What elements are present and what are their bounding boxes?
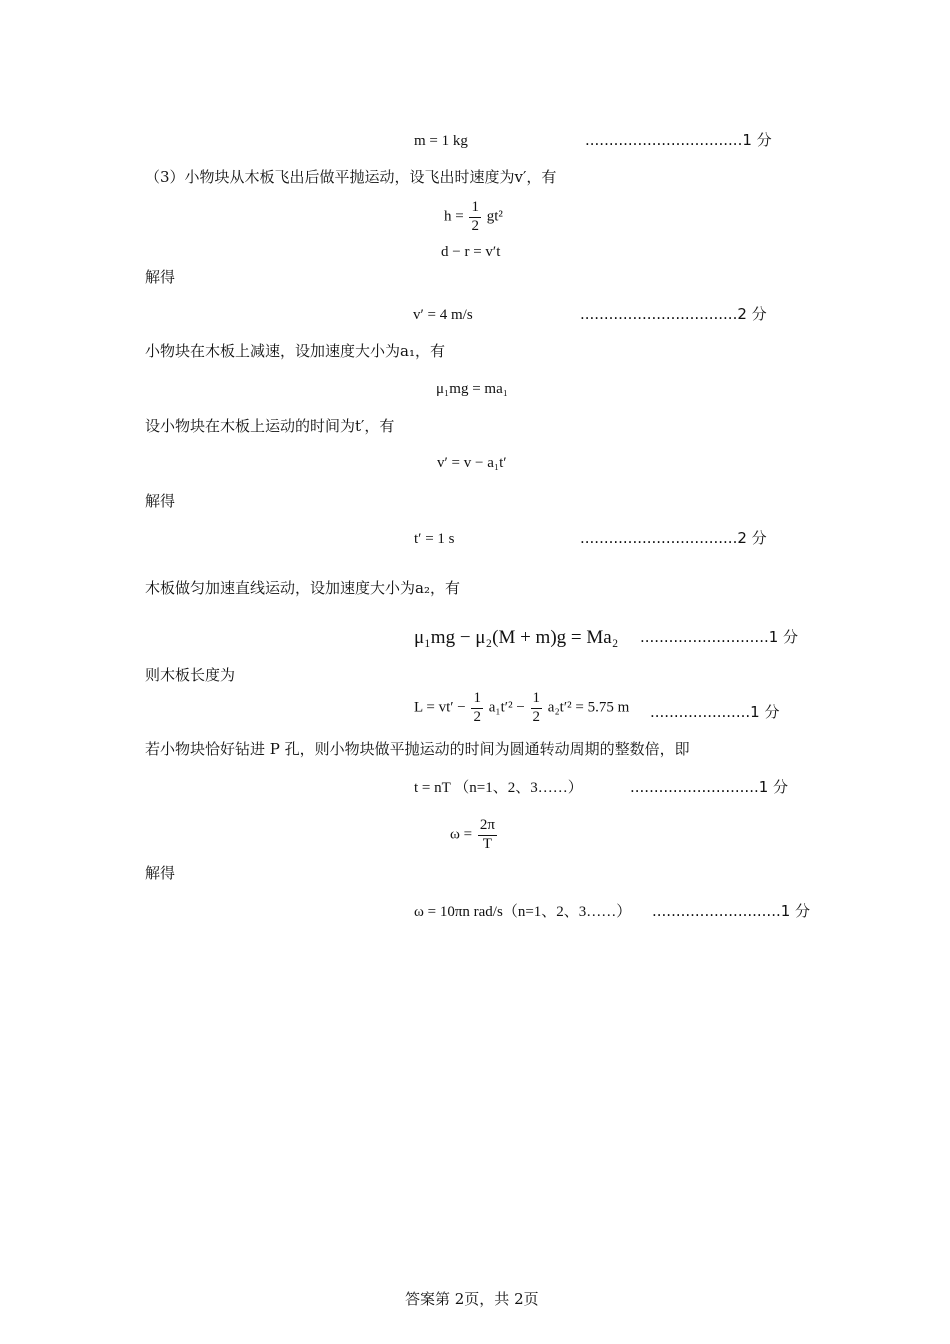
equation-m-result: m = 1 kg: [414, 133, 468, 149]
hole-intro: 若小物块恰好钻进 P 孔，则小物块做平抛运动的时间为圆通转动周期的整数倍，即: [145, 740, 690, 758]
score-v: .................................2 分: [580, 305, 767, 323]
jiede-label-1: 解得: [145, 268, 176, 286]
equation-board: μ₁mg − μ₂(M + m)g = Ma₂: [414, 627, 619, 648]
time-intro: 设小物块在木板上运动的时间为t′，有: [145, 417, 395, 435]
score-board: ...........................1 分: [640, 628, 799, 646]
jiede-label-3: 解得: [145, 864, 176, 882]
equation-v: v′ = v − a₁t′: [437, 455, 507, 471]
equation-t-result: t′ = 1 s: [414, 531, 455, 547]
score-t: .................................2 分: [580, 529, 767, 547]
length-intro: 则木板长度为: [145, 666, 236, 684]
score-nT: ...........................1 分: [630, 778, 789, 796]
equation-omega: ω = $\frac{2\pi}{T}$: [450, 817, 495, 852]
equation-d: d − r = v′t: [441, 244, 501, 260]
equation-t-nT: t = nT （n=1、2、3……）: [414, 780, 583, 796]
decel-intro: 小物块在木板上减速，设加速度大小为a₁，有: [145, 342, 445, 360]
equation-h: h = $\frac{1}{2}$ gt²: [444, 199, 503, 234]
score-omega: ...........................1 分: [652, 902, 811, 920]
jiede-label-2: 解得: [145, 492, 176, 510]
page-footer: 答案第 2页，共 2页: [405, 1290, 539, 1308]
equation-omega-result: ω = 10πn rad/s（n=1、2、3……）: [414, 904, 632, 920]
fraction-half: $\frac{1}{2}$: [471, 199, 479, 234]
equation-mu1: μ₁mg = ma₁: [436, 381, 508, 397]
fraction-half-2: $\frac{1}{2}$: [532, 690, 541, 725]
equation-L: L = vt′ − $\frac{1}{2}$ a₁t′² − $\frac{1}{2}$ a₂t′² = 5.75 m: [414, 690, 630, 725]
score-L: .....................1 分: [650, 703, 780, 721]
part3-intro: （3）小物块从木板飞出后做平抛运动，设飞出时速度为v′，有: [145, 168, 557, 186]
fraction-half-1: $\frac{1}{2}$: [473, 690, 481, 725]
equation-v-result: v′ = 4 m/s: [413, 307, 473, 323]
board-intro: 木板做匀加速直线运动，设加速度大小为a₂，有: [145, 579, 460, 597]
fraction-2pi-T: $\frac{2\pi}{T}$: [479, 817, 495, 852]
score-m: .................................1 分: [585, 131, 772, 149]
